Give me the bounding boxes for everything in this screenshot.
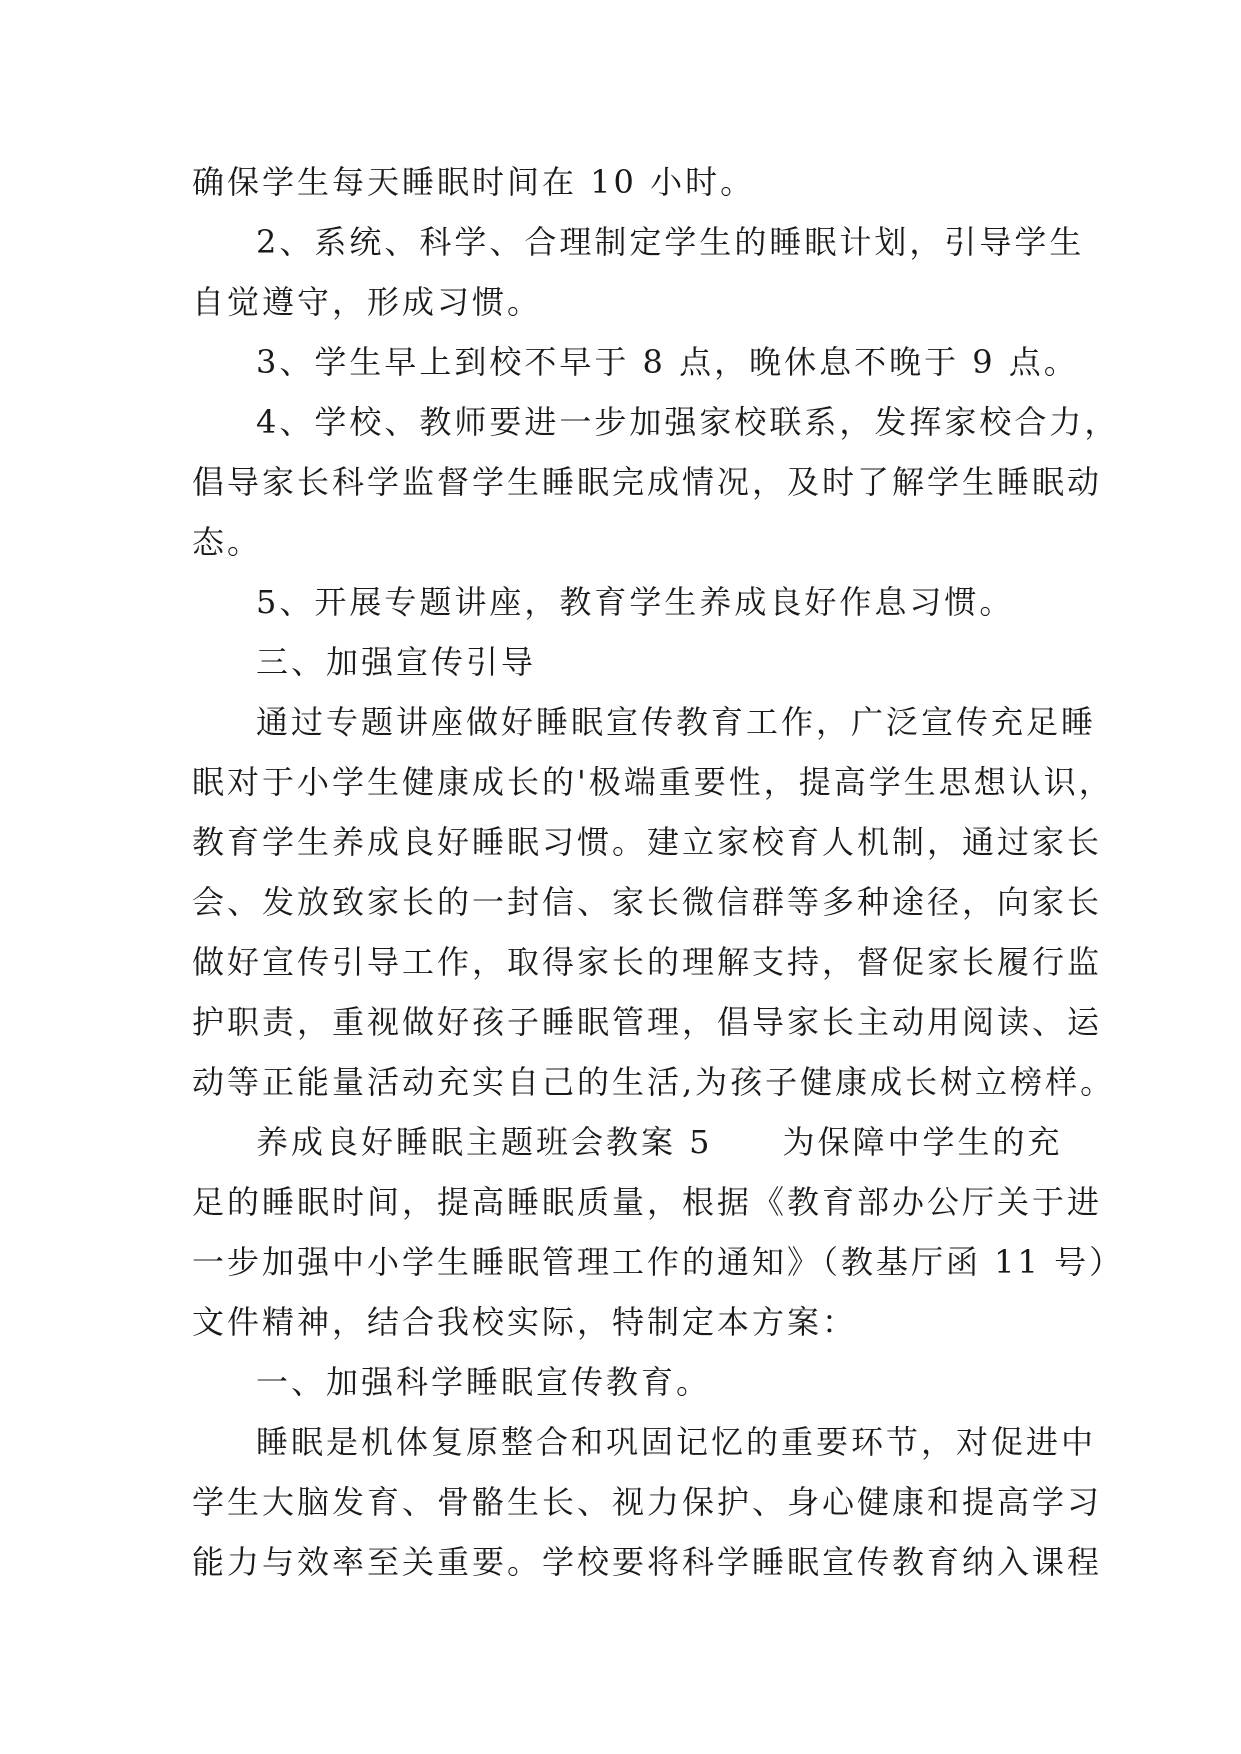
text-line: 态。 <box>192 523 263 561</box>
text-line: 护职责，重视做好孩子睡眠管理，倡导家长主动用阅读、运 <box>192 1003 1103 1041</box>
document-body <box>192 152 1125 1592</box>
text-line: 睡眠是机体复原整合和巩固记忆的重要环节，对促进中 <box>256 1423 1097 1461</box>
text-line: 3、学生早上到校不早于 8 点，晚休息不晚于 9 点。 <box>256 343 1079 381</box>
section-heading: 三、加强宣传引导 <box>256 643 537 681</box>
text-line: 确保学生每天睡眠时间在 10 小时。 <box>192 163 756 201</box>
section-heading: 一、加强科学睡眠宣传教育。 <box>256 1363 712 1401</box>
text-line: 眠对于小学生健康成长的'极端重要性，提高学生思想认识， <box>192 763 1114 801</box>
text-line: 足的睡眠时间，提高睡眠质量，根据《教育部办公厅关于进 <box>192 1183 1103 1221</box>
text-line: 一步加强中小学生睡眠管理工作的通知》（教基厅函 11 号） <box>192 1243 1125 1281</box>
text-line: 做好宣传引导工作，取得家长的理解支持，督促家长履行监 <box>192 943 1103 981</box>
text-line: 2、系统、科学、合理制定学生的睡眠计划，引导学生 <box>256 223 1085 261</box>
text-line: 4、学校、教师要进一步加强家校联系，发挥家校合力， <box>256 403 1120 441</box>
text-line: 动等正能量活动充实自己的生活,为孩子健康成长树立榜样。 <box>192 1063 1116 1101</box>
text-line: 会、发放致家长的一封信、家长微信群等多种途径，向家长 <box>192 883 1103 921</box>
text-line: 能力与效率至关重要。学校要将科学睡眠宣传教育纳入课程 <box>192 1543 1103 1581</box>
text-line: 养成良好睡眠主题班会教案 5 为保障中学生的充 <box>256 1123 1063 1161</box>
text-line: 5、开展专题讲座，教育学生养成良好作息习惯。 <box>256 583 1015 621</box>
text-line: 倡导家长科学监督学生睡眠完成情况，及时了解学生睡眠动 <box>192 463 1103 501</box>
text-line: 通过专题讲座做好睡眠宣传教育工作，广泛宣传充足睡 <box>256 703 1097 741</box>
text-line: 文件精神，结合我校实际，特制定本方案： <box>192 1303 858 1341</box>
text-line: 教育学生养成良好睡眠习惯。建立家校育人机制，通过家长 <box>192 823 1103 861</box>
text-line: 学生大脑发育、骨骼生长、视力保护、身心健康和提高学习 <box>192 1483 1103 1521</box>
text-line: 自觉遵守，形成习惯。 <box>192 283 543 321</box>
